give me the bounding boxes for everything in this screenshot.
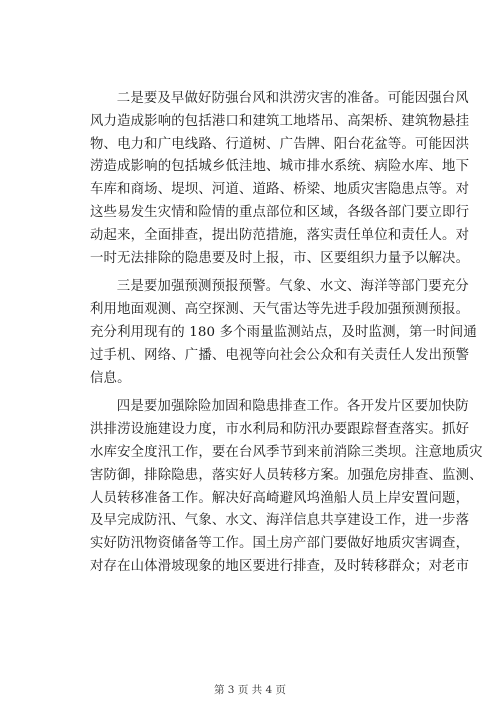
text-line: 实好防汛物资储备等工作。国土房产部门要做好地质灾害调查，	[90, 536, 470, 552]
page-number-footer: 第 3 页 共 4 页	[213, 684, 287, 696]
document-body	[90, 88, 483, 585]
paragraph-hazard-inspection	[90, 396, 483, 578]
text-line: 二是要及早做好防强台风和洪涝灾害的准备。可能因强台风	[116, 91, 469, 106]
text-line: 动起来，全面排查，提出防范措施，落实责任单位和责任人。对	[90, 227, 470, 243]
text-line: 三是要加强预测预报预警。气象、水文、海洋等部门要充分	[116, 279, 469, 295]
text-line: 充分利用现有的 180 多个雨量监测站点，及时监测，第一时间通	[90, 324, 477, 340]
text-line: 涝造成影响的包括城乡低洼地、城市排水系统、病险水库、地下	[90, 159, 470, 175]
text-line: 害防御，排除隐患，落实好人员转移方案。加强危房排查、监测、	[90, 467, 483, 483]
text-line: 过手机、网络、广播、电视等向社会公众和有关责任人发出预警	[90, 347, 470, 363]
paragraph-forecast-warning	[90, 276, 477, 390]
text-line: 四是要加强除险加固和隐患排查工作。各开发片区要加快防	[116, 399, 469, 415]
text-line: 对存在山体滑坡现象的地区要进行排查，及时转移群众；对老市	[90, 558, 470, 574]
text-line: 及早完成防汛、气象、水文、海洋信息共享建设工作，进一步落	[90, 513, 470, 529]
text-line: 一时无法排除的隐患要及时上报，市、区要组织力量予以解决。	[90, 250, 470, 266]
text-line: 水库安全度汛工作，要在台风季节到来前消除三类坝。注意地质灾	[90, 444, 483, 460]
text-line: 风力造成影响的包括港口和建筑工地塔吊、高架桥、建筑物悬挂	[90, 113, 470, 129]
text-line: 人员转移准备工作。解决好高崎避风坞渔船人员上岸安置问题，	[90, 490, 470, 506]
text-line: 车库和商场、堤坝、河道、道路、桥梁、地质灾害隐患点等。对	[90, 182, 470, 198]
text-line: 利用地面观测、高空探测、天气雷达等先进手段加强预测预报。	[90, 302, 470, 318]
text-line: 物、电力和广电线路、行道树、广告牌、阳台花盆等。可能因洪	[90, 136, 470, 152]
text-line: 这些易发生灾情和险情的重点部位和区域，各级各部门要立即行	[90, 204, 470, 220]
text-line: 信息。	[90, 370, 131, 386]
text-line: 洪排涝设施建设力度，市水利局和防汛办要跟踪督查落实。抓好	[90, 422, 470, 438]
paragraph-typhoon-preparation	[90, 88, 470, 270]
